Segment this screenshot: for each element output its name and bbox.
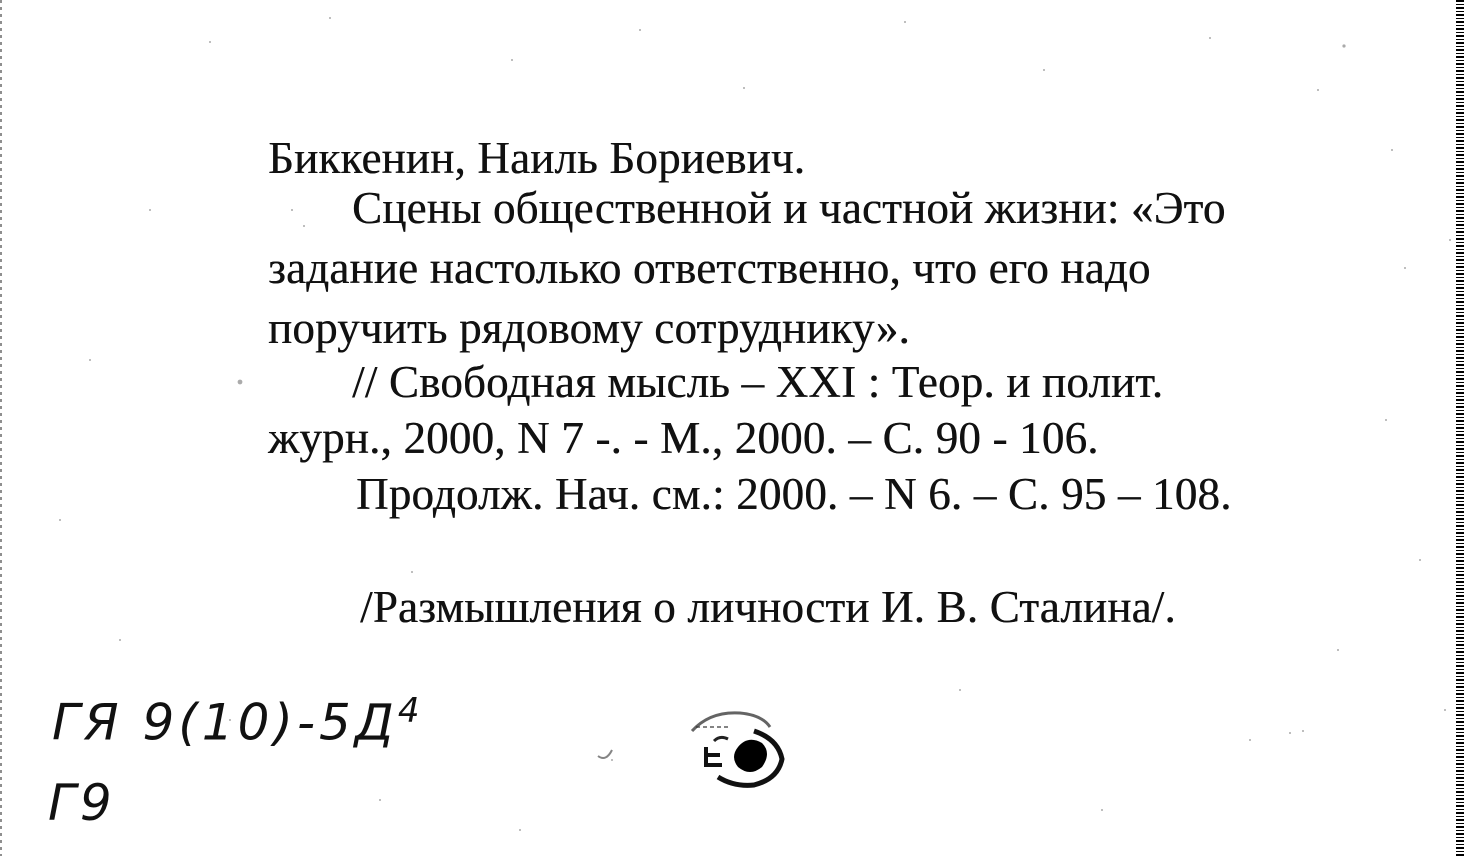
title-line-1: Сцены общественной и частной жизни: «Это	[352, 183, 1226, 233]
handwritten-classification-text: ГЯ 9(10)-5Д	[52, 693, 398, 752]
source-line-1: // Свободная мысль – XXI : Теор. и полит.	[352, 357, 1164, 407]
handwritten-classification-superscript: 4	[397, 691, 424, 731]
handwritten-classification	[52, 691, 424, 752]
handwritten-code: Г9	[48, 774, 116, 832]
card-left-edge	[0, 0, 2, 856]
source-line-2: журн., 2000, N 7 -. - М., 2000. – С. 90 - 106.	[268, 413, 1099, 463]
title-line-3: поручить рядовому сотруднику».	[268, 303, 910, 353]
continuation-note: Продолж. Нач. см.: 2000. – N 6. – С. 95 – 108.	[356, 469, 1232, 519]
author-heading: Биккенин, Наиль Бориевич.	[268, 133, 806, 183]
card-right-edge	[1456, 0, 1464, 856]
library-stamp	[684, 703, 800, 791]
title-line-2: задание настолько ответственно, что его надо	[268, 243, 1151, 293]
subject-note: /Размышления о личности И. В. Сталина/.	[360, 582, 1176, 632]
